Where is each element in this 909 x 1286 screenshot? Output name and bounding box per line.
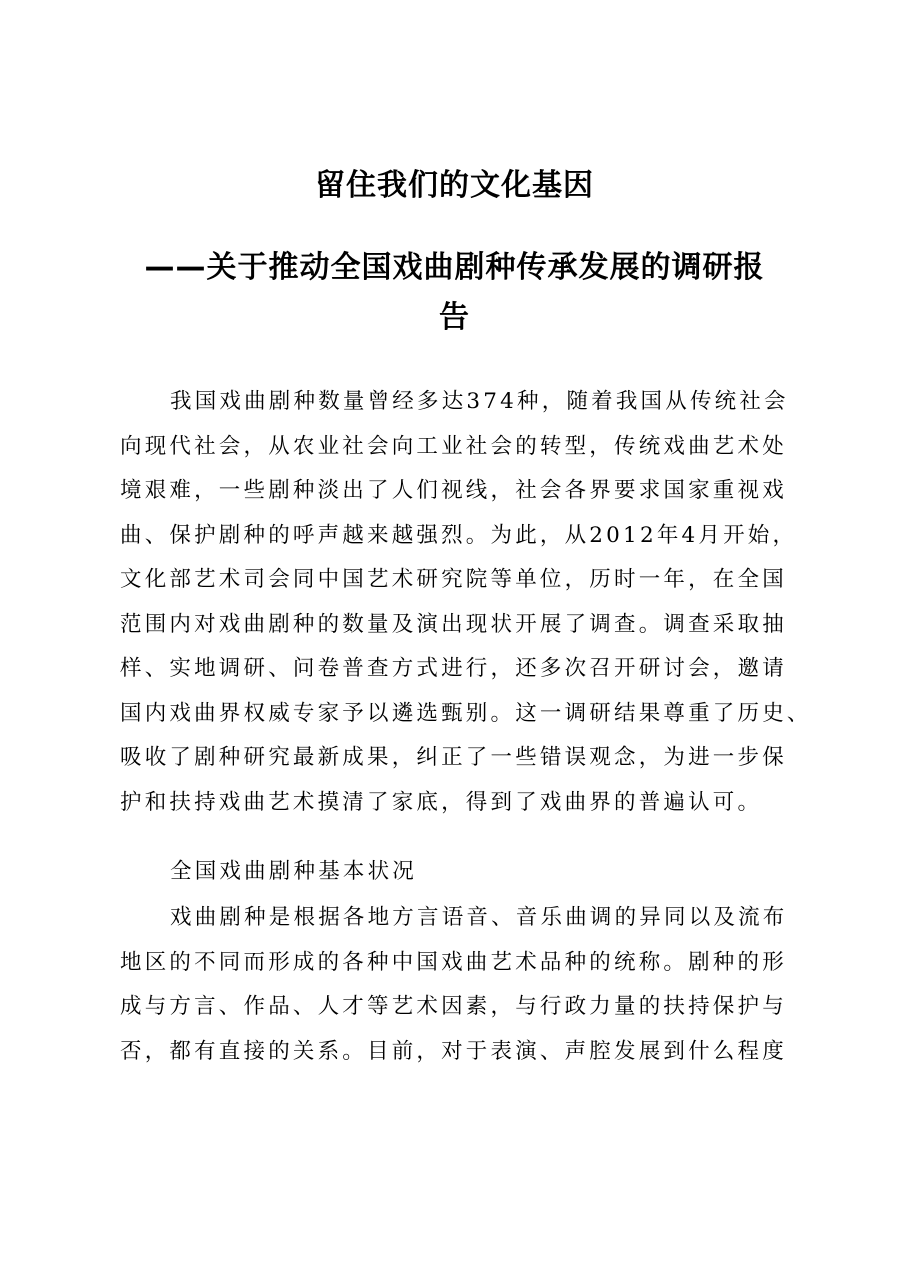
document-subtitle-line-2: 告 (439, 300, 470, 335)
paragraph-line: 我国戏曲剧种数量曾经多达374种，随着我国从传统社会 (170, 389, 789, 414)
paragraph-line: 否，都有直接的关系。目前，对于表演、声腔发展到什么程度 (120, 1038, 787, 1064)
section-heading (120, 850, 810, 895)
paragraph-overview (120, 896, 810, 1074)
paragraph-line: 曲、保护剧种的呼声越来越强烈。为此，从2012年4月开始， (120, 522, 798, 548)
paragraph-line: 国内戏曲界权威专家予以遴选甄别。这一调研结果尊重了历史、 (120, 700, 812, 726)
paragraph-line: 境艰难，一些剧种淡出了人们视线，社会各界要求国家重视戏 (120, 478, 787, 503)
document-title: 留住我们的文化基因 (315, 168, 594, 203)
paragraph-line: 护和扶持戏曲艺术摸清了家底，得到了戏曲界的普遍认可。 (120, 789, 763, 815)
paragraph-line: 成与方言、作品、人才等艺术因素，与行政力量的扶持保护与 (120, 994, 787, 1019)
paragraph-line: 向现代社会，从农业社会向工业社会的转型，传统戏曲艺术处 (120, 433, 787, 459)
section-heading-text: 全国戏曲剧种基本状况 (170, 859, 418, 884)
paragraph-line: 文化部艺术司会同中国艺术研究院等单位，历时一年，在全国 (120, 567, 787, 592)
paragraph-line: 吸收了剧种研究最新成果，纠正了一些错误观念，为进一步保 (120, 745, 787, 770)
paragraph-intro (120, 380, 810, 825)
paragraph-line: 戏曲剧种是根据各地方言语音、音乐曲调的异同以及流布 (170, 905, 788, 930)
paragraph-line: 样、实地调研、问卷普查方式进行，还多次召开研讨会，邀请 (120, 656, 787, 681)
paragraph-line: 范围内对戏曲剧种的数量及演出现状开展了调查。调查采取抽 (120, 611, 787, 637)
document-subtitle-line-1: ——关于推动全国戏曲剧种传承发展的调研报 (144, 250, 765, 285)
paragraph-line: 地区的不同而形成的各种中国戏曲艺术品种的统称。剧种的形 (120, 949, 787, 975)
